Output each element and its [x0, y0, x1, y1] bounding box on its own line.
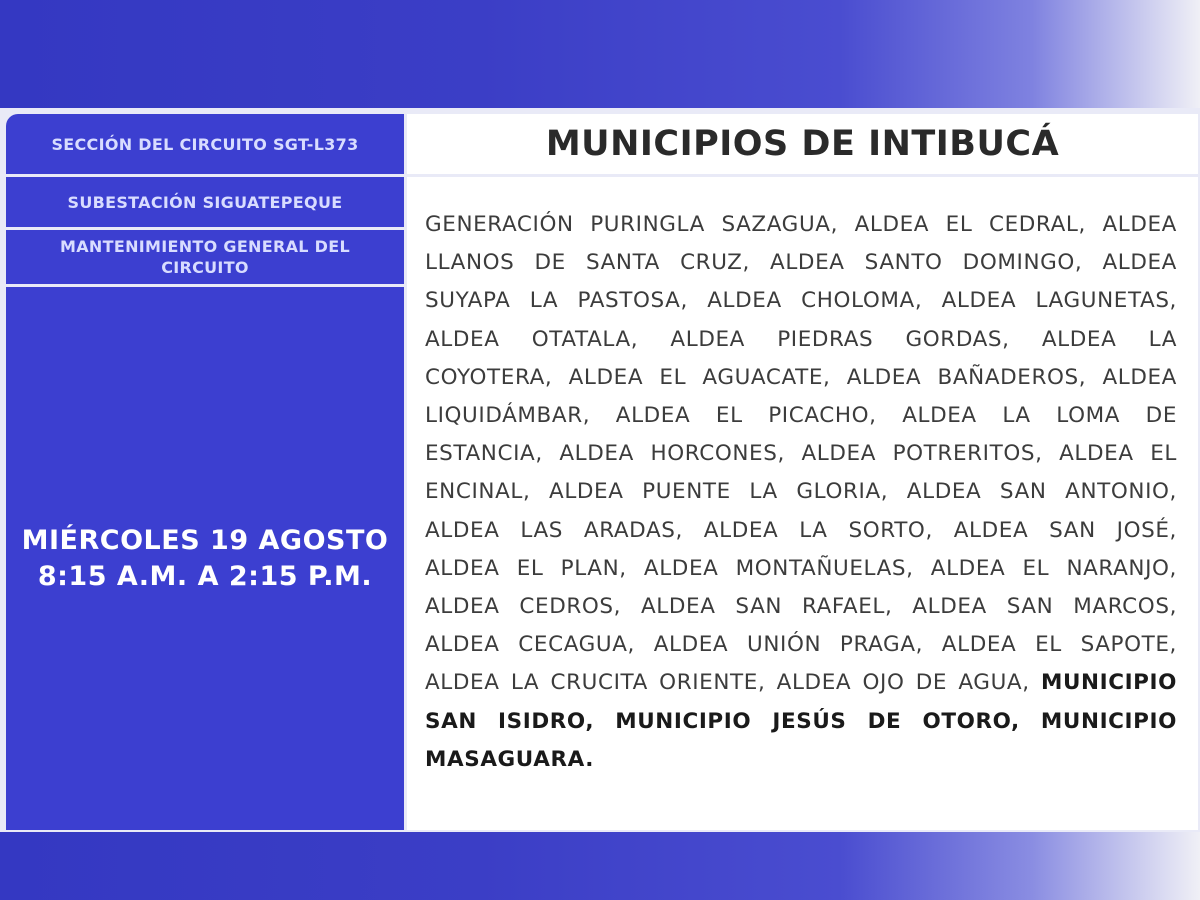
left-panel — [6, 114, 404, 830]
schedule-block — [6, 287, 404, 830]
maintenance-label — [6, 230, 404, 284]
schedule-time: 8:15 A.M. A 2:15 P.M. — [37, 560, 373, 592]
municipalities-list: MUNICIPIO SAN ISIDRO, MUNICIPIO JESÚS DE OTORO, MUNICIPIO MASAGUARA. — [425, 670, 1178, 772]
page-title-box — [407, 114, 1198, 174]
maintenance-text: MANTENIMIENTO GENERAL DEL CIRCUITO — [60, 237, 350, 277]
substation-label: SUBESTACIÓN SIGUATEPEQUE — [6, 177, 404, 227]
circuit-section-label: SECCIÓN DEL CIRCUITO SGT-L373 — [6, 114, 404, 174]
villages-list: GENERACIÓN PURINGLA SAZAGUA, ALDEA EL CEDRAL, ALDEA LLANOS DE SANTA CRUZ, ALDEA SANTO DOMINGO, ALDEA SUYAPA LA PASTOSA, ALDEA CHOLOMA, ALDEA LAGUNETAS, ALDEA OTATALA, ALDEA PIEDRAS GORDAS, ALDEA LA COYOTERA, ALDEA EL AGUACATE, ALDEA BAÑADEROS, ALDEA LIQUIDÁMBAR, ALDEA EL PICACHO, ALDEA LA LOMA DE ESTANCIA, ALDEA HORCONES, ALDEA POTRERITOS, ALDEA EL ENCINAL, ALDEA PUENTE LA GLORIA, ALDEA SAN ANTONIO, ALDEA LAS ARADAS, ALDEA LA SORTO, ALDEA SAN JOSÉ, ALDEA EL PLAN, ALDEA MONTAÑUELAS, ALDEA EL NARANJO, ALDEA CEDROS, ALDEA SAN RAFAEL, ALDEA SAN MARCOS, ALDEA CECAGUA, ALDEA UNIÓN PRAGA, ALDEA EL SAPOTE, ALDEA LA CRUCITA ORIENTE, ALDEA OJO DE AGUA, — [425, 212, 1177, 696]
schedule-date: MIÉRCOLES 19 AGOSTO — [21, 524, 389, 556]
page-title: MUNICIPIOS DE INTIBUCÁ — [545, 124, 1060, 164]
background-top — [0, 0, 1200, 108]
background-bottom — [0, 832, 1200, 900]
affected-areas-box — [407, 177, 1198, 830]
affected-areas-text — [425, 206, 1177, 779]
